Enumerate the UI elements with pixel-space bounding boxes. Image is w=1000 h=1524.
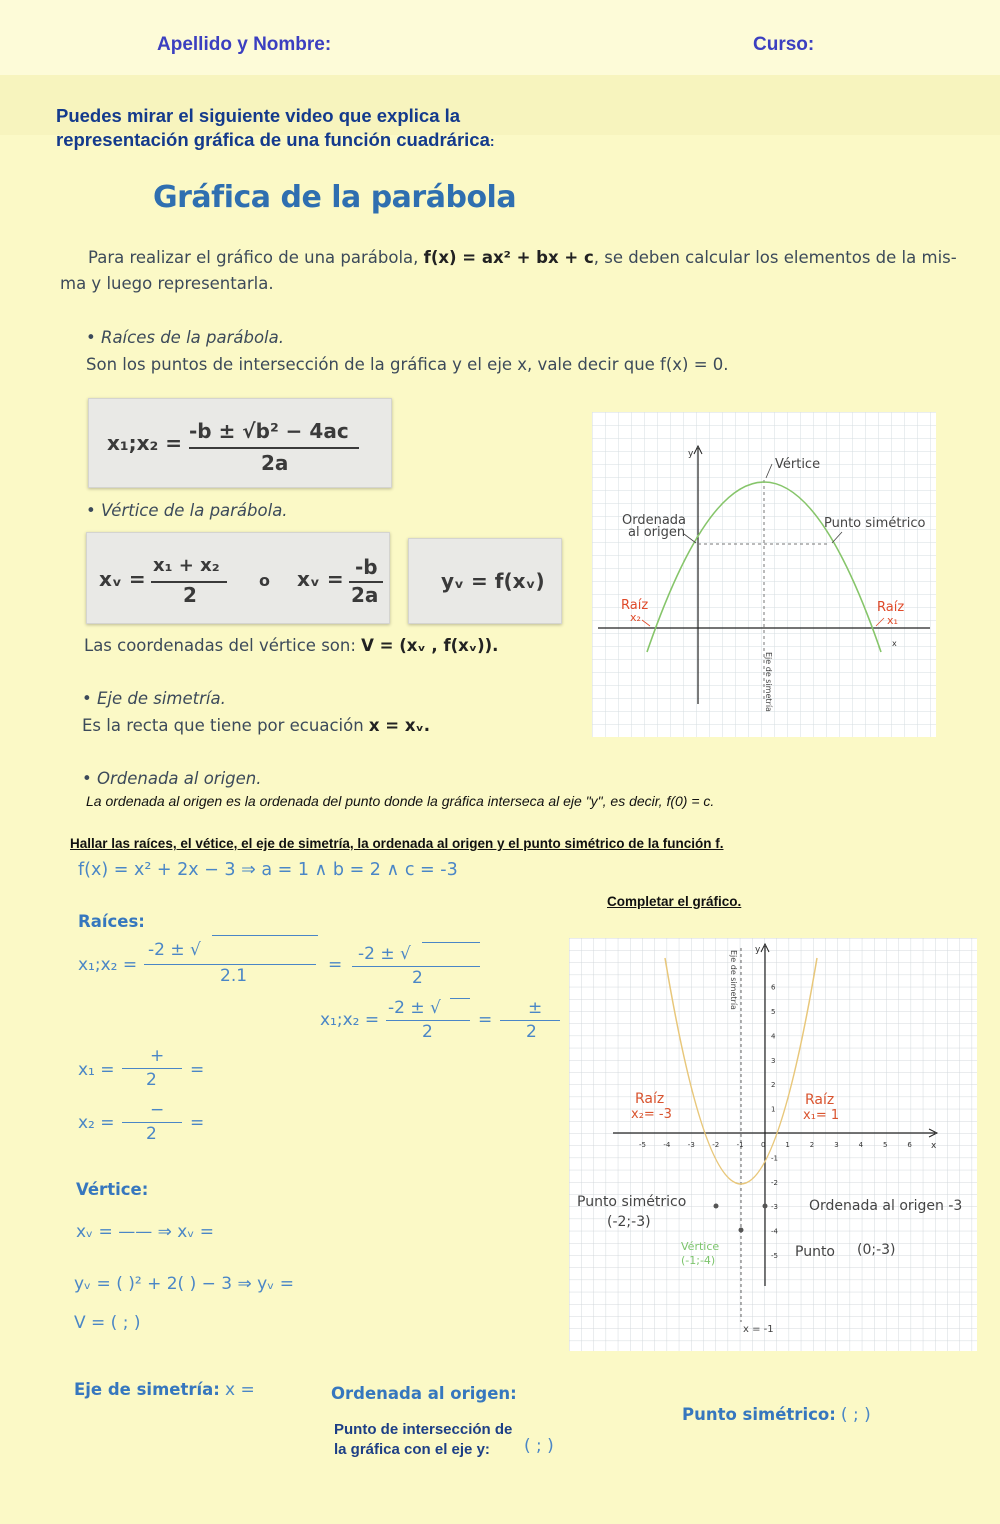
symmetric-point-label: Punto simétrico xyxy=(824,516,926,531)
ws-equals-2: = xyxy=(478,1010,493,1030)
vertex-coords: Las coordenadas del vértice son: V = (xᵥ , f(xᵥ)). xyxy=(84,636,499,655)
root-right-x: x₁= 1 xyxy=(803,1108,840,1123)
x-tick-label: -5 xyxy=(639,1141,646,1149)
ws-vertex-title: Vértice: xyxy=(76,1180,149,1199)
ws-axis-eq: x = xyxy=(224,1380,255,1400)
ws-fraction-bar-x2 xyxy=(122,1122,182,1123)
vertex-x-formula-box xyxy=(86,532,390,624)
ws-root-radical-3 xyxy=(450,998,470,999)
ws-xv-line: xᵥ = —— ⇒ xᵥ = xyxy=(76,1222,215,1242)
ws-root-radical-1 xyxy=(212,935,318,936)
x-tick-label: 3 xyxy=(834,1141,839,1149)
ws-roots-den-1: 2.1 xyxy=(220,966,248,986)
ws-roots-title: Raíces: xyxy=(78,912,145,931)
general-formula: f(x) = ax² + bx + c xyxy=(423,248,594,267)
task-statement: Hallar las raíces, el vétice, el eje de simetría, la ordenada al origen y el punto simétrico de la función f. xyxy=(70,836,724,851)
y-tick-label: 4 xyxy=(771,1032,776,1041)
ordinate-title: • Ordenada al origen. xyxy=(82,769,262,788)
page-title: Gráfica de la parábola xyxy=(153,180,517,215)
symmetric-point xyxy=(714,1204,719,1209)
axis-title: • Eje de simetría. xyxy=(82,689,226,708)
x-tick-label: 4 xyxy=(858,1141,864,1149)
ws-ordinate-desc: Punto de intersección de la gráfica con el eje y: xyxy=(334,1421,513,1458)
root-left-label: Raíz xyxy=(621,598,649,613)
ws-roots-num-4: ± xyxy=(528,998,543,1018)
y-tick-label: -4 xyxy=(771,1227,778,1236)
vertex-title: • Vértice de la parábola. xyxy=(86,501,288,520)
symmetry-axis-label: Eje de simetría xyxy=(729,950,738,1010)
exercise-graph xyxy=(569,938,977,1351)
or-text: o xyxy=(259,571,270,590)
xv2-numerator: -b xyxy=(355,555,378,579)
axis-description: Es la recta que tiene por ecuación x = xᵥ. xyxy=(82,716,431,735)
exercise-graph-svg xyxy=(569,938,977,1351)
root-right-label: Raíz xyxy=(805,1092,835,1108)
ws-fraction-bar-1 xyxy=(144,964,316,965)
xv-lhs-2: xᵥ = xyxy=(297,567,344,591)
ws-roots-num-1: -2 ± √ xyxy=(148,940,201,960)
xv-lhs: xᵥ = xyxy=(99,567,146,591)
x-label: x xyxy=(892,639,897,648)
header-band xyxy=(0,0,1000,75)
ordinate-label-2: al origen xyxy=(628,525,686,540)
ws-fraction-bar-4 xyxy=(500,1020,560,1021)
x-tick-label: 1 xyxy=(785,1141,790,1149)
point-label: Punto xyxy=(795,1244,835,1260)
symmetry-axis-label: Eje de simetría xyxy=(764,652,773,712)
ws-fraction-bar-x1 xyxy=(122,1068,182,1069)
root-right-x: x₁ xyxy=(887,614,898,627)
vertex-point xyxy=(739,1228,744,1233)
vertex-coords: (-1;-4) xyxy=(681,1254,716,1267)
roots-numerator: -b ± √b² − 4ac xyxy=(189,419,349,443)
y-tick-label: 1 xyxy=(771,1105,776,1114)
ordinate-label-1: Ordenada xyxy=(622,513,687,528)
intro-line-2: representación gráfica de una función cuadrárica: xyxy=(56,129,495,150)
y-tick-label: 5 xyxy=(771,1008,776,1016)
x-tick-label: 0 xyxy=(761,1141,766,1149)
ws-x2-lhs: x₂ = xyxy=(78,1113,115,1133)
y-tick-label: -3 xyxy=(771,1203,778,1212)
x-tick-label: 6 xyxy=(907,1141,912,1149)
ws-x1-den: 2 xyxy=(146,1070,157,1090)
symmetric-coords: (-2;-3) xyxy=(607,1214,651,1230)
ws-roots-num-2: -2 ± √ xyxy=(358,944,411,964)
ws-equals-1: = xyxy=(328,955,343,975)
root-left-x: x₂= -3 xyxy=(631,1107,672,1122)
grid xyxy=(592,412,936,737)
y-tick-label: -2 xyxy=(771,1178,778,1187)
symmetric-label: Punto simétrico xyxy=(577,1194,687,1210)
complete-graph-instruction: Completar el gráfico. xyxy=(607,894,742,909)
x-tick-label: -1 xyxy=(736,1141,744,1149)
x-tick-label: -3 xyxy=(687,1141,695,1149)
y-tick-label: 6 xyxy=(771,983,776,992)
vertex-label: Vértice xyxy=(775,457,821,472)
roots-lhs: x₁;x₂ = xyxy=(107,431,183,455)
xv2-denominator: 2a xyxy=(351,583,379,607)
ws-fraction-bar-3 xyxy=(386,1020,470,1021)
ws-vertex-point: V = ( ; ) xyxy=(74,1313,141,1333)
ws-roots-den-3: 2 xyxy=(422,1022,433,1042)
x-tick-label: -4 xyxy=(663,1141,671,1149)
roots-description: Son los puntos de intersección de la gráfica y el eje x, vale decir que f(x) = 0. xyxy=(86,355,729,374)
parabola-diagram-svg xyxy=(592,412,936,737)
root-left-x: x₂ xyxy=(630,611,641,624)
parabola-diagram xyxy=(592,412,936,737)
x-label: x xyxy=(931,1141,937,1151)
fraction-bar xyxy=(189,447,359,449)
y-label: y xyxy=(755,945,761,955)
roots-denominator: 2a xyxy=(261,451,289,475)
roots-formula-box xyxy=(88,398,392,488)
vertex-y-formula-box xyxy=(408,538,562,624)
ws-roots-num-3: -2 ± √ xyxy=(388,998,441,1018)
y-tick-label: 2 xyxy=(771,1081,776,1090)
xv-numerator: x₁ + x₂ xyxy=(153,555,220,576)
ws-roots-den-4: 2 xyxy=(526,1022,537,1042)
y-tick-label: -1 xyxy=(771,1154,778,1163)
roots-title: • Raíces de la parábola. xyxy=(86,328,284,347)
ordinate-label: Ordenada al origen -3 xyxy=(809,1198,963,1214)
ws-axis xyxy=(74,1380,255,1400)
ws-equals-x1: = xyxy=(190,1060,205,1080)
yv-formula: yᵥ = f(xᵥ) xyxy=(441,569,545,593)
ordinate-point xyxy=(763,1204,768,1209)
ws-x1-num: + xyxy=(150,1046,165,1066)
lesson-paragraph: Para realizar el gráfico de una parábola, f(x) = ax² + bx + c, se deben calcular los elementos de la mis- xyxy=(88,248,957,267)
intro-colon: : xyxy=(489,133,495,149)
ws-equals-x2: = xyxy=(190,1113,205,1133)
x-tick-label: -2 xyxy=(712,1141,720,1149)
ws-roots-den-2: 2 xyxy=(412,968,423,988)
ws-yv-line: yᵥ = ( )² + 2( ) − 3 ⇒ yᵥ = xyxy=(74,1274,294,1294)
vertex-label: Vértice xyxy=(681,1240,720,1253)
point-coords: (0;-3) xyxy=(857,1242,896,1258)
ws-x1-lhs: x₁ = xyxy=(78,1060,115,1080)
function-definition: f(x) = x² + 2x − 3 ⇒ a = 1 ∧ b = 2 ∧ c = -3 xyxy=(78,860,458,880)
ws-x2-num: − xyxy=(150,1100,165,1120)
lesson-paragraph-cont: ma y luego representarla. xyxy=(60,274,274,293)
ws-roots-lhs: x₁;x₂ = xyxy=(78,955,138,975)
root-left-label: Raíz xyxy=(635,1091,665,1107)
root-right-label: Raíz xyxy=(877,600,905,615)
ws-symmetric xyxy=(682,1405,871,1425)
intro-line-1: Puedes mirar el siguiente video que explica la xyxy=(56,105,461,126)
ws-root-radical-2 xyxy=(422,942,480,943)
name-label: Apellido y Nombre: xyxy=(157,34,332,55)
ws-fraction-bar-2 xyxy=(352,966,480,967)
y-tick-label: 3 xyxy=(771,1056,776,1065)
ws-x2-den: 2 xyxy=(146,1124,157,1144)
y-tick-label: -5 xyxy=(771,1252,778,1260)
ws-ordinate-title: Ordenada al origen: xyxy=(331,1384,517,1403)
course-label: Curso: xyxy=(753,34,815,55)
intro-text xyxy=(56,104,495,153)
ws-roots-lhs-2: x₁;x₂ = xyxy=(320,1010,380,1030)
xv-denominator: 2 xyxy=(183,583,197,607)
x-tick-label: 5 xyxy=(883,1141,888,1149)
x-tick-label: 2 xyxy=(809,1141,815,1149)
ws-symmetric-point: ( ; ) xyxy=(840,1405,871,1425)
ws-symmetric-title: Punto simétrico: xyxy=(682,1405,836,1424)
ws-axis-title: Eje de simetría: xyxy=(74,1380,220,1399)
ordinate-description: La ordenada al origen es la ordenada del punto donde la gráfica interseca al eje "y", es decir, f(0) = c. xyxy=(86,793,715,809)
axis-equation: x = -1 xyxy=(743,1324,774,1335)
y-label: y xyxy=(688,449,694,459)
ws-ordinate-point: ( ; ) xyxy=(524,1436,554,1456)
